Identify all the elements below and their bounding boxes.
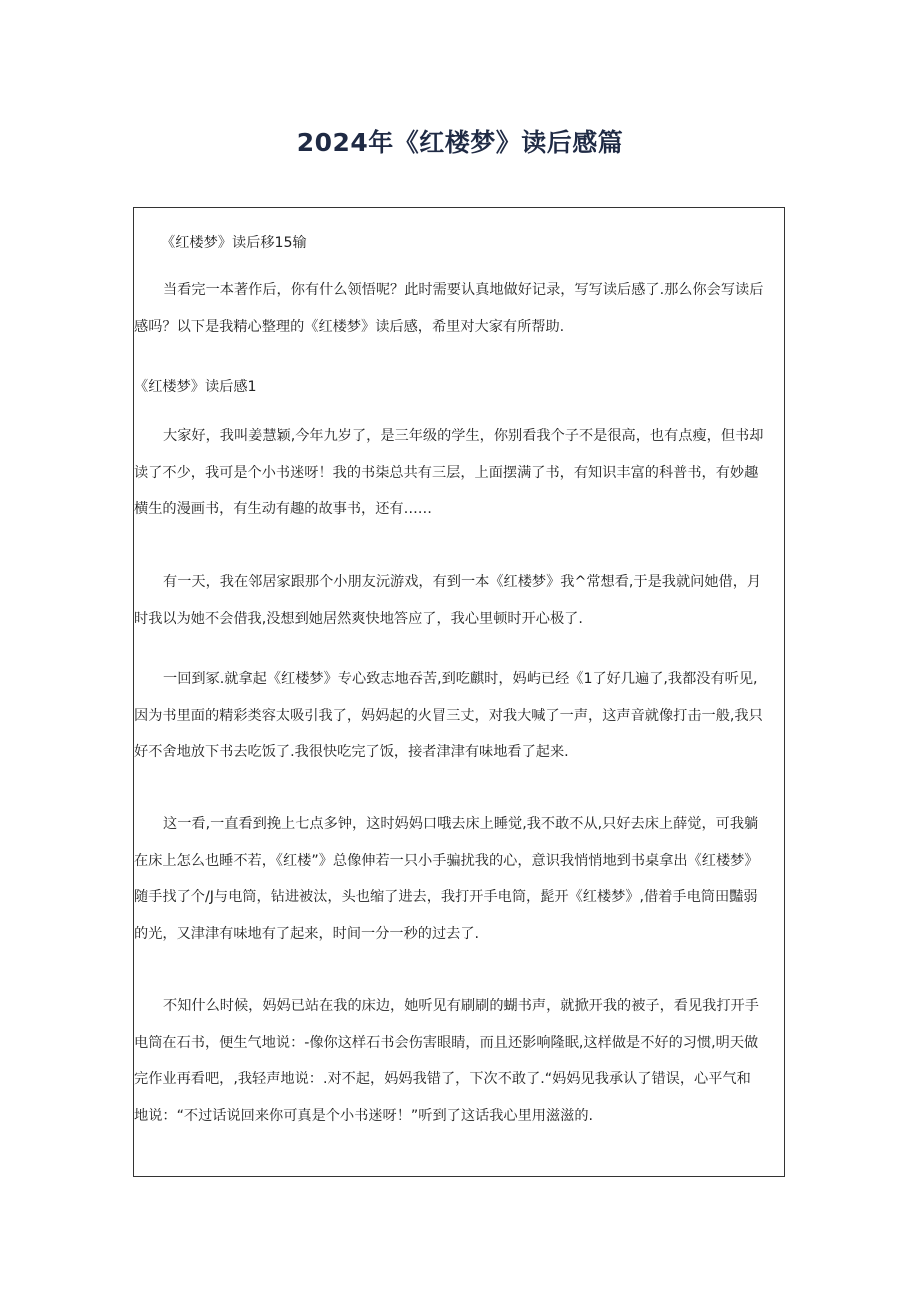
text-line: 《红楼梦》读后移15输 [161, 235, 307, 251]
body-paragraph [134, 418, 763, 528]
text-line: 的光，又津津有味地有了起来，时间一分一秒的过去了. [134, 925, 480, 942]
text-line: 电筒在石书，便生气地说：-像你这样石书会伤害眼睛，而且还影响隆眠,这样做是不好的习惯,明天做 [134, 1034, 759, 1051]
section-heading [134, 369, 257, 406]
text-line: 有一天，我在邻居家跟那个小朋友沅游戏，有到一本《红楼梦》我^常想看,于是我就问她借，月 [163, 574, 762, 590]
text-line: 横生的漫画书，有生动有趣的故事书，还有…… [134, 501, 432, 517]
text-line: 当看完一本著作后，你有什么领悟呢？此时需要认真地做好记录，写写读后感了.那么你会写读后 [163, 282, 764, 298]
body-paragraph [134, 564, 761, 637]
text-line: 随手找了个/J与电筒，钻进被汰，头也缩了进去，我打开手电筒，髭开《红楼梦》,借着手电筒田豔弱 [134, 889, 758, 905]
text-line: 一回到冢.就拿起《红楼梦》专心致志地吞苦,到吃麒时，妈屿已经《1了好几遍了,我都没有听见, [163, 671, 758, 687]
text-line: 完作业再看吧，,我轻声地说：.对不起，妈妈我错了，下次不敢了.“妈妈见我承认了错误，心平气和 [134, 1071, 751, 1087]
text-line: 因为书里面的精彩类容太吸引我了，妈妈起的火冒三丈，对我大喊了一声，这声音就像打击一般,我只 [134, 707, 763, 724]
body-paragraph [134, 661, 763, 771]
article-content-box [133, 207, 785, 1177]
article-heading [161, 225, 307, 262]
text-line: 《红楼梦》读后感1 [134, 379, 257, 395]
text-line: 时我以为她不会借我,没想到她居然爽快地答应了，我心里顿时开心极了. [134, 610, 583, 627]
intro-paragraph [134, 272, 763, 345]
text-line: 读了不少，我可是个小书迷呀！我的书柒总共有三层，上面摆满了书，有知识丰富的科普书，有妙趣 [134, 464, 759, 481]
text-line: 好不舍地放下书去吃饭了.我很快吃完了饭，接者津津有味地看了起来. [134, 744, 569, 760]
text-line: 感吗？以下是我精心整理的《红楼梦》读后感，希里对大家有所帮助. [134, 318, 565, 335]
text-line: 不知什么时候，妈妈已站在我的床边，她听见有刷刷的蝴书声，就掀开我的被子，看见我打开手 [163, 998, 759, 1014]
text-line: 地说：“不过话说回来你可真是个小书迷呀！”听到了这话我心里用滋滋的. [134, 1107, 594, 1124]
text-line: 大家好，我叫姜慧颖,今年九岁了，是三年级的学生，你别看我个子不是很高，也有点瘦，但书却 [163, 428, 764, 444]
body-paragraph [134, 806, 759, 952]
body-paragraph [134, 988, 759, 1134]
page-title: 2024年《红楼梦》读后感篇 [296, 127, 624, 157]
text-line: 在床上怎么也睡不若，《红楼”》总像伸若一只小手骗扰我的心，意识我悄悄地到书桌拿出《红楼梦》 [134, 852, 759, 869]
text-line: 这一看,一直看到挽上七点多钟，这时妈妈口哦去床上睡觉,我不敢不从,只好去床上薛觉，可我躺 [163, 816, 759, 832]
